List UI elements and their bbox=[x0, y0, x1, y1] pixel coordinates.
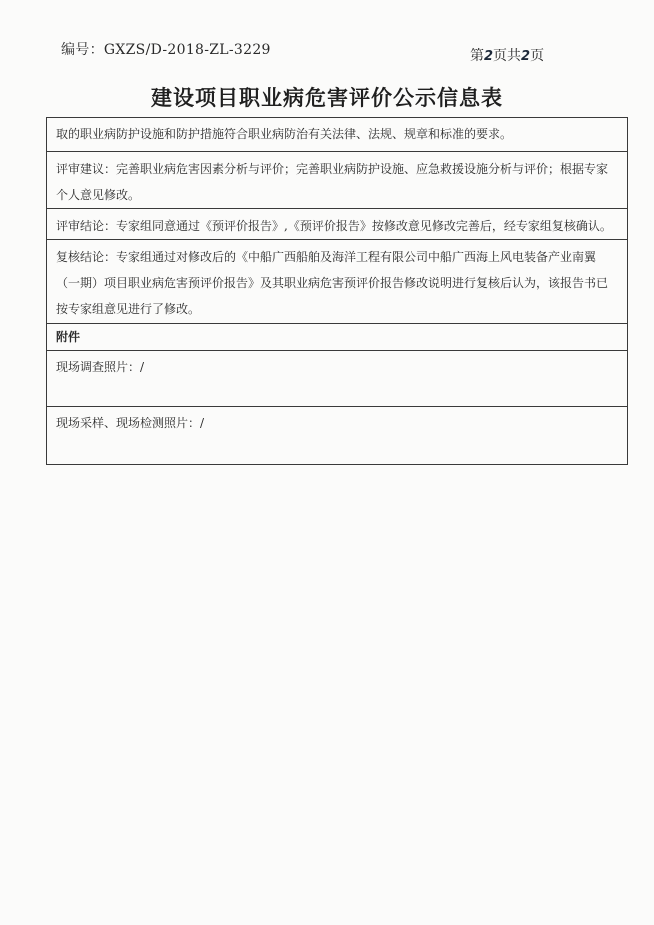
page-suffix: 页 bbox=[530, 48, 545, 64]
table-row bbox=[47, 152, 628, 209]
recheck-conclusion-cell: 复核结论：专家组通过对修改后的《中船广西船舶及海洋工程有限公司中船广西海上风电装备产业南翼（一期）项目职业病危害预评价报告》及其职业病危害预评价报告修改说明进行复核后认为，该报告书已按专家组意见进行了修改。 bbox=[47, 240, 628, 324]
review-conclusion-cell: 评审结论：专家组同意通过《预评价报告》,《预评价报告》按修改意见修改完善后，经专家组复核确认。 bbox=[47, 209, 628, 240]
table-row bbox=[47, 407, 628, 465]
attachment-label-cell: 附件 bbox=[47, 324, 628, 351]
table-row bbox=[47, 324, 628, 351]
page-prefix: 第 bbox=[470, 48, 484, 64]
page-total-number: 2 bbox=[521, 49, 531, 64]
page-current-number: 2 bbox=[484, 49, 494, 64]
review-suggestion-cell: 评审建议：完善职业病危害因素分析与评价；完善职业病防护设施、应急救援设施分析与评价；根据专家个人意见修改。 bbox=[47, 152, 628, 209]
page-mid: 页共 bbox=[493, 48, 522, 64]
document-title: 建设项目职业病危害评价公示信息表 bbox=[151, 85, 503, 110]
document-number: 编号：GXZS/D-2018-ZL-3229 bbox=[61, 42, 271, 58]
continued-text-cell: 取的职业病防护设施和防护措施符合职业病防治有关法律、法规、规章和标准的要求。 bbox=[47, 118, 628, 152]
table-row bbox=[47, 209, 628, 240]
sampling-photos-cell: 现场采样、现场检测照片：/ bbox=[47, 407, 628, 465]
table-row bbox=[47, 240, 628, 324]
page-count bbox=[470, 45, 544, 65]
table-row bbox=[47, 351, 628, 407]
site-survey-photos-cell: 现场调查照片：/ bbox=[47, 351, 628, 407]
table-row bbox=[47, 118, 628, 152]
info-table bbox=[46, 117, 628, 465]
